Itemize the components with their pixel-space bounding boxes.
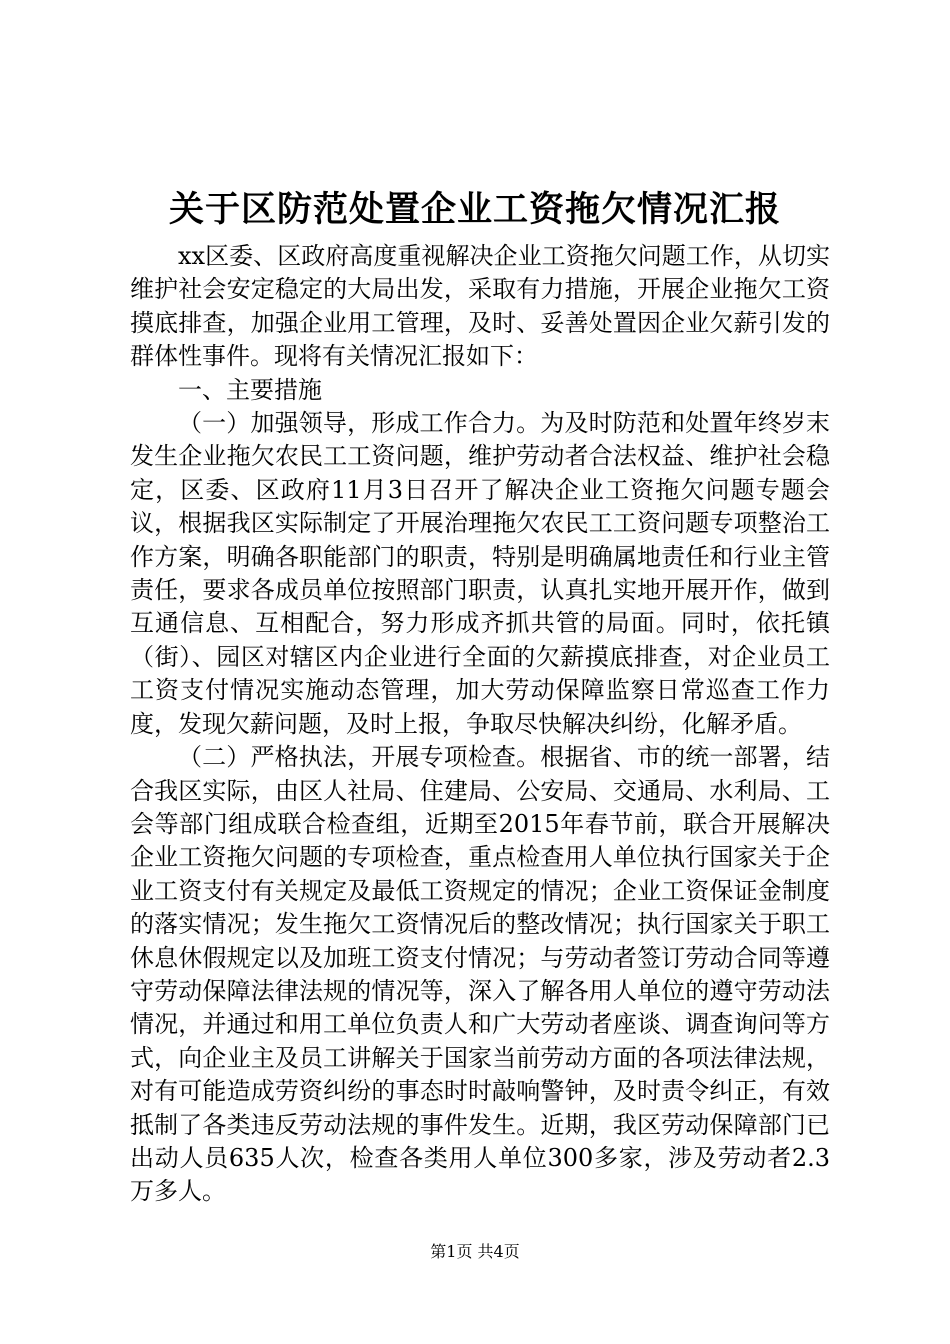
page-number: 第1页 (430, 1242, 473, 1261)
page-total: 共4页 (477, 1242, 520, 1261)
measure-paragraph-2: （二）严格执法，开展专项检查。根据省、市的统一部署，结合我区实际，由区人社局、住建局、公安局、交通局、水利局、工会等部门组成联合检查组，近期至2015年春节前，联合开展解决企业工资拖欠问题的专项检查，重点检查用人单位执行国家关于企业工资支付有关规定及最低工资规定的情况；企业工资保证金制度的落实情况；发生拖欠工资情况后的整改情况；执行国家关于职工休息休假规定以及加班工资支付情况；与劳动者签订劳动合同等遵守劳动保障法律法规的情况等，深入了解各用人单位的遵守劳动法情况，并通过和用工单位负责人和广大劳动者座谈、调查询问等方式，向企业主及员工讲解关于国家当前劳动方面的各项法律法规，对有可能造成劳资纠纷的事态时时敲响警钟，及时责令纠正，有效抵制了各类违反劳动法规的事件发生。近期，我区劳动保障部门已出动人员635人次，检查各类用人单位300多家，涉及劳动者2.3万多人。 (130, 743, 830, 1206)
document-title: 关于区防范处置企业工资拖欠情况汇报 (168, 189, 781, 230)
measure-paragraph-1: （一）加强领导，形成工作合力。为及时防范和处置年终岁末发生企业拖欠农民工工资问题，维护劳动者合法权益、维护社会稳定，区委、区政府11月3日召开了解决企业工资拖欠问题专题会议，根据我区实际制定了开展治理拖欠农民工工资问题专项整治工作方案，明确各职能部门的职责，特别是明确属地责任和行业主管责任，要求各成员单位按照部门职责，认真扎实地开展开作，做到互通信息、互相配合，努力形成齐抓共管的局面。同时，依托镇（街）、园区对辖区内企业进行全面的欠薪摸底排查，对企业员工工资支付情况实施动态管理，加大劳动保障监察日常巡查工作力度，发现欠薪问题，及时上报，争取尽快解决纠纷，化解矛盾。 (130, 409, 830, 738)
section-heading: 一、主要措施 (178, 375, 322, 404)
document-body (130, 240, 830, 1209)
intro-paragraph: xx区委、区政府高度重视解决企业工资拖欠问题工作，从切实维护社会安定稳定的大局出发，采取有力措施，开展企业拖欠工资摸底排查，加强企业用工管理，及时、妥善处置因企业欠薪引发的群体性事件。现将有关情况汇报如下： (130, 242, 830, 371)
page-footer (0, 1241, 950, 1263)
